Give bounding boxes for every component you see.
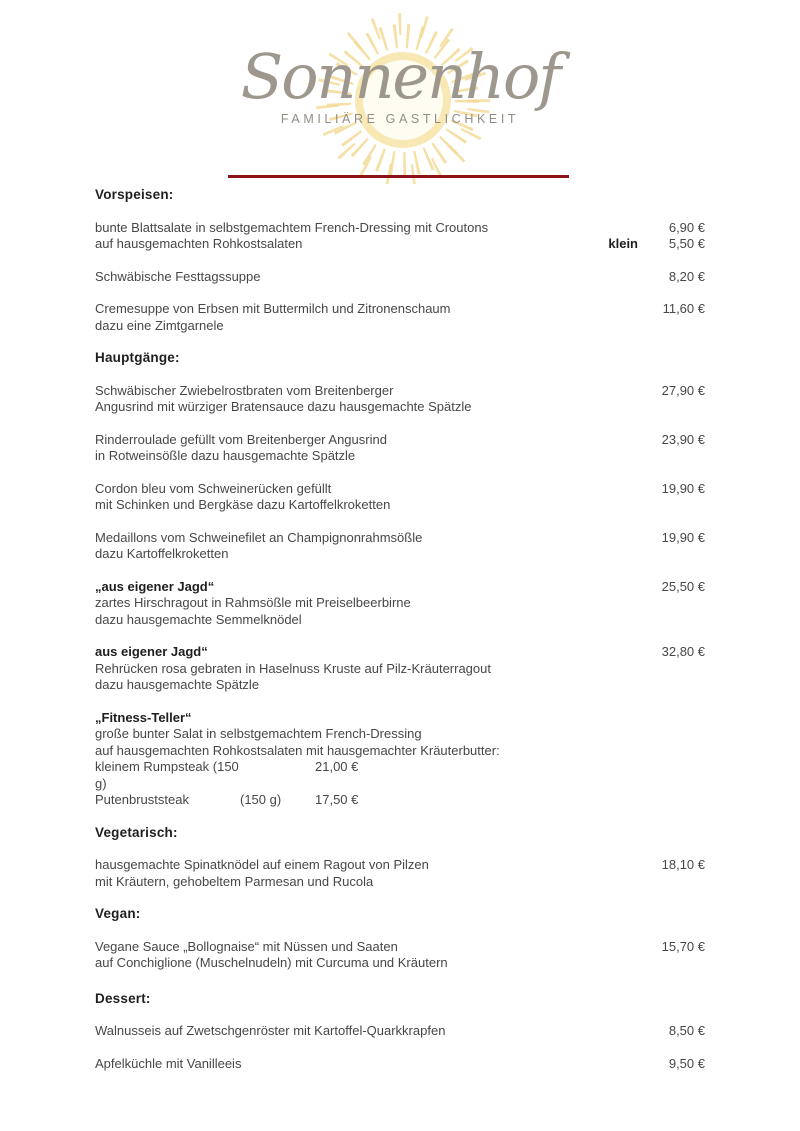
price-group [650, 857, 705, 874]
menu-line [95, 269, 705, 286]
menu-line [95, 743, 705, 760]
item-price: 6,90 € [668, 219, 705, 235]
section-heading: Vegan: [95, 906, 141, 921]
item-price: 23,90 € [661, 431, 705, 447]
menu-section [95, 187, 705, 334]
price-group [650, 530, 705, 547]
menu-line [95, 595, 705, 612]
menu-item [95, 383, 705, 416]
brand-tagline: FAMILIÄRE GASTLICHKEIT [280, 112, 520, 126]
price-group [650, 644, 705, 661]
item-description: Schwäbische Festtagssuppe [95, 268, 261, 284]
item-price: 27,90 € [661, 382, 705, 398]
item-description: Walnusseis auf Zwetschgenröster mit Kartoffel-Quarkkrapfen [95, 1023, 446, 1038]
menu-line [95, 874, 705, 891]
item-price: 32,80 € [661, 644, 705, 659]
menu-line [95, 432, 705, 449]
item-price: 8,20 € [668, 268, 705, 284]
price-group [650, 939, 705, 956]
item-price: 19,90 € [661, 529, 705, 545]
item-description: Schwäbischer Zwiebelrostbraten vom Breitenberger [95, 382, 394, 398]
item-price: 15,70 € [661, 938, 705, 954]
price-group [650, 301, 705, 318]
item-description: dazu Kartoffelkroketten [95, 546, 229, 561]
item-description: mit Kräutern, gehobeltem Parmesan und Rucola [95, 873, 374, 889]
item-description: auf Conchiglione (Muschelnudeln) mit Curcuma und Kräutern [95, 955, 448, 970]
fitness-item-name: kleinem Rumpsteak (150 g) [95, 759, 239, 791]
menu-item [95, 1023, 705, 1040]
item-description: mit Schinken und Bergkäse dazu Kartoffelkroketten [95, 497, 391, 512]
price-size-label: klein [608, 236, 638, 251]
item-description: in Rotweinsößle dazu hausgemachte Spätzle [95, 448, 356, 463]
item-description: Rehrücken rosa gebraten in Haselnuss Kruste auf Pilz-Kräuterragout [95, 660, 491, 676]
menu-section [95, 825, 705, 891]
menu-line [95, 448, 705, 465]
item-description: dazu hausgemachte Semmelknödel [95, 611, 302, 627]
price-group [650, 269, 705, 286]
item-description: große bunter Salat in selbstgemachtem French-Dressing [95, 726, 422, 741]
menu-line [95, 579, 705, 596]
item-description: Cordon bleu vom Schweinerücken gefüllt [95, 480, 332, 496]
menu-item [95, 857, 705, 890]
menu-line [95, 383, 705, 400]
price-group [650, 1023, 705, 1040]
item-description: Angusrind mit würziger Bratensauce dazu hausgemachte Spätzle [95, 399, 472, 414]
item-description: Medaillons vom Schweinefilet an Champignonrahmsößle [95, 529, 423, 545]
menu-line [95, 759, 705, 792]
item-description: auf hausgemachten Rohkostsalaten mit hausgemachter Kräuterbutter: [95, 742, 500, 758]
menu-line [95, 644, 705, 661]
fitness-item-price: 17,50 € [315, 792, 359, 807]
divider-line [228, 175, 569, 178]
menu-line [95, 726, 705, 743]
price-group [650, 383, 705, 400]
menu-line [95, 220, 705, 237]
item-description: zartes Hirschragout in Rahmsößle mit Preiselbeerbirne [95, 595, 411, 610]
menu-line [95, 546, 705, 563]
item-description: Rinderroulade gefüllt vom Breitenberger Angusrind [95, 431, 387, 447]
fitness-item-weight: (150 g) [240, 792, 282, 807]
item-description: „aus eigener Jagd“ [95, 578, 215, 594]
menu-item [95, 1056, 705, 1073]
item-description: bunte Blattsalate in selbstgemachtem French-Dressing mit Croutons [95, 219, 489, 235]
item-price: 5,50 € [668, 236, 705, 251]
menu-line [95, 792, 705, 809]
item-description: hausgemachte Spinatknödel auf einem Ragout von Pilzen [95, 857, 429, 872]
menu-line [95, 497, 705, 514]
item-description: „Fitness-Teller“ [95, 709, 192, 725]
menu-line [95, 301, 705, 318]
item-price: 19,90 € [661, 480, 705, 496]
menu-line [95, 955, 705, 972]
menu-item [95, 432, 705, 465]
section-heading: Vorspeisen: [95, 187, 174, 202]
item-description: auf hausgemachten Rohkostsalaten [95, 236, 303, 251]
menu-line [95, 710, 705, 727]
item-description: dazu eine Zimtgarnele [95, 317, 224, 333]
menu-item [95, 481, 705, 514]
menu-line [95, 677, 705, 694]
section-heading: Hauptgänge: [95, 350, 180, 365]
item-description: dazu hausgemachte Spätzle [95, 677, 260, 692]
menu-item [95, 301, 705, 334]
price-group [650, 432, 705, 449]
menu-section [95, 906, 705, 972]
item-price: 11,60 € [662, 301, 705, 316]
price-group [608, 236, 705, 253]
menu-line [95, 530, 705, 547]
item-description: aus eigener Jagd“ [95, 644, 208, 659]
item-description: Vegane Sauce „Bollognaise“ mit Nüssen und Saaten [95, 938, 398, 954]
item-description: Cremesuppe von Erbsen mit Buttermilch und Zitronenschaum [95, 301, 451, 316]
menu-line [95, 939, 705, 956]
item-price: 9,50 € [668, 1055, 705, 1071]
item-description: Apfelküchle mit Vanilleeis [95, 1055, 242, 1071]
menu-line [95, 1056, 705, 1073]
menu-item [95, 644, 705, 694]
item-price: 18,10 € [661, 857, 705, 872]
fitness-item-price: 21,00 € [315, 759, 359, 774]
menu-line [95, 481, 705, 498]
menu-item [95, 939, 705, 972]
menu-item [95, 220, 705, 253]
menu-line [95, 661, 705, 678]
fitness-item-name: Putenbruststeak [95, 792, 189, 807]
brand-name: Sonnenhof [240, 40, 560, 113]
menu-section [95, 350, 705, 809]
price-group [650, 220, 705, 237]
section-heading: Dessert: [95, 990, 151, 1006]
menu-line [95, 236, 705, 253]
menu-line [95, 857, 705, 874]
menu-line [95, 1023, 705, 1040]
menu-line [95, 612, 705, 629]
menu-section [95, 991, 705, 1073]
price-group [650, 1056, 705, 1073]
menu-item [95, 710, 705, 809]
price-group [650, 481, 705, 498]
menu-line [95, 399, 705, 416]
section-heading: Vegetarisch: [95, 824, 178, 840]
menu-line [95, 318, 705, 335]
price-group [650, 579, 705, 596]
menu-item [95, 579, 705, 629]
item-price: 25,50 € [661, 578, 705, 594]
item-price: 8,50 € [668, 1023, 705, 1038]
menu-item [95, 530, 705, 563]
menu-content [95, 187, 705, 1088]
menu-item [95, 269, 705, 286]
